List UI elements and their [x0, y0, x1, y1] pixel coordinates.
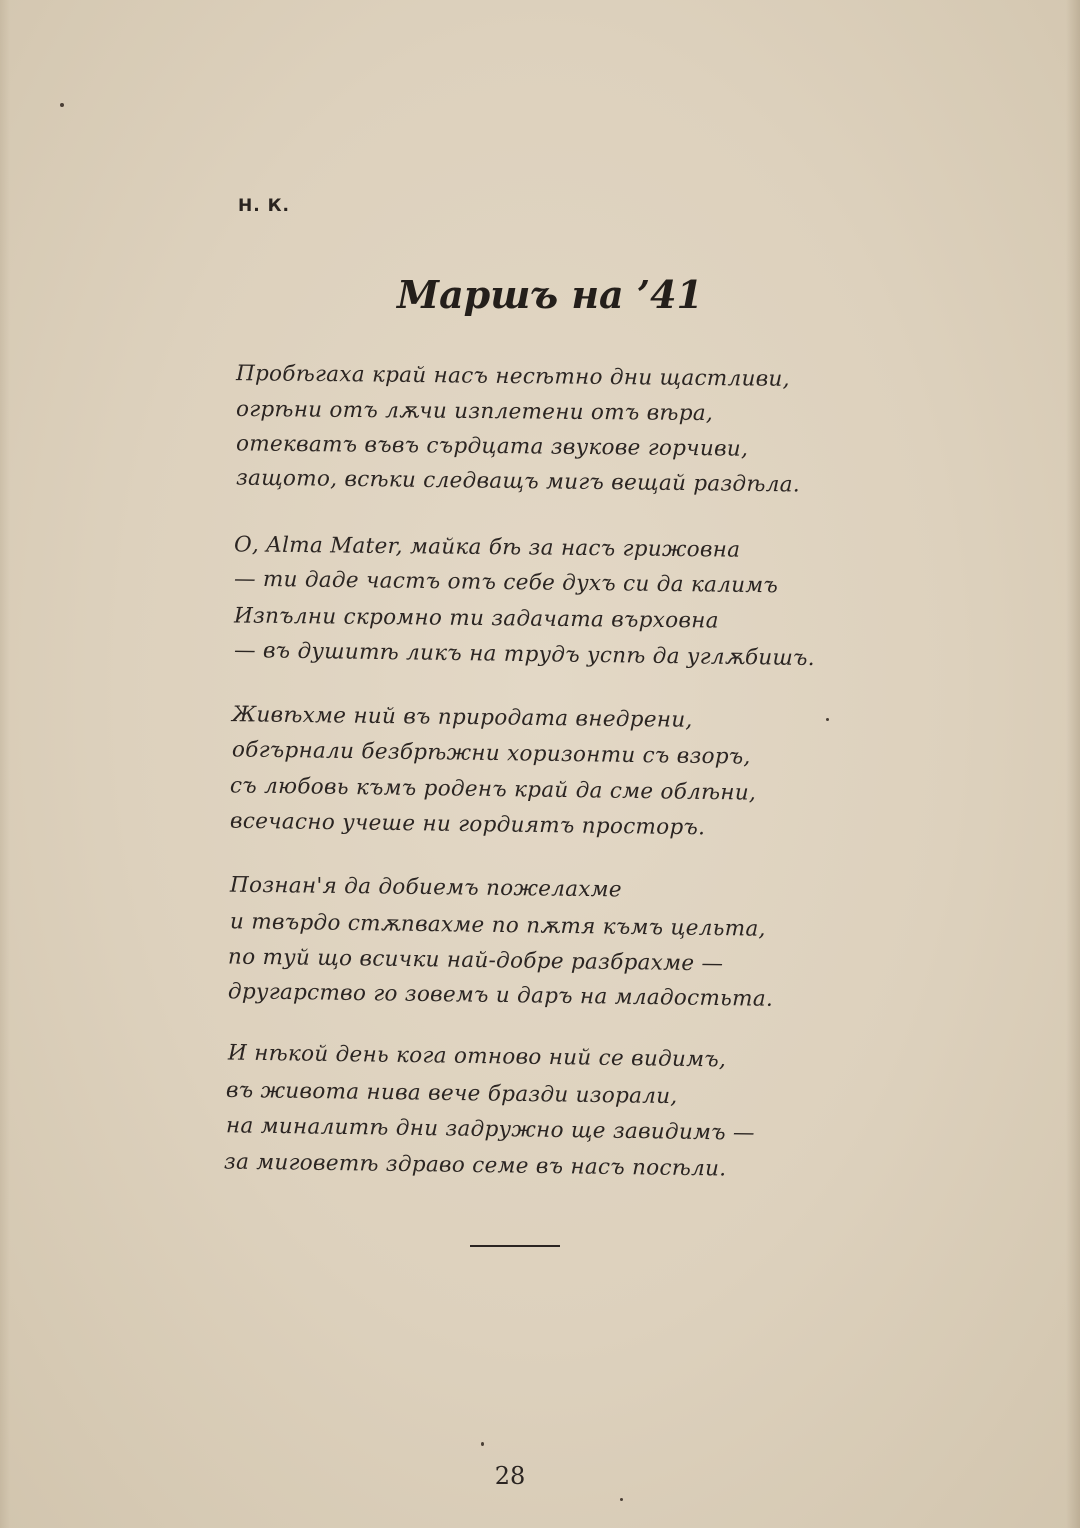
- poem-line: — въ душитѣ ликъ на трудъ успѣ да углѫбишъ.: [233, 637, 816, 672]
- poem-line: обгърнали безбрѣжни хоризонти съ взоръ,: [231, 737, 751, 770]
- poem-line: Познан'я да добиемъ пожелахме: [229, 872, 623, 903]
- poem-line: всечасно учеше ни гордиятъ просторъ.: [229, 808, 706, 841]
- poem-line: защото, всѣки следващъ мигъ вещай раздѣла.: [235, 465, 801, 498]
- page-left-edge: [0, 0, 10, 1528]
- poem-line: по туй що всички най-добре разбрахме —: [227, 944, 724, 977]
- poem-line: отекватъ въвъ сърдцата звукове горчиви,: [235, 431, 749, 462]
- poem-line: съ любовь къмъ роденъ край да сме облѣни,: [229, 773, 757, 806]
- poem-line: огрѣни отъ лѫчи изплетени отъ вѣра,: [235, 396, 714, 427]
- author-initials: Н. К.: [238, 196, 290, 216]
- poem-line: и твърдо стѫпвахме по пѫтя къмъ цельта,: [229, 909, 766, 942]
- page-right-edge: [1066, 0, 1080, 1528]
- paper-speck: [826, 718, 829, 721]
- poem-line: О, Alma Mater, майка бѣ за насъ грижовна: [233, 532, 741, 563]
- poem-line: — ти даде частъ отъ себе духъ си да калимъ: [233, 566, 779, 599]
- poem-line: на миналитѣ дни задружно ще завидимъ —: [225, 1113, 755, 1146]
- poem-line: другарство го зовемъ и даръ на младостьта.: [227, 979, 774, 1012]
- poem-line: И нѣкой день кога отново ний се видимъ,: [227, 1040, 727, 1073]
- paper-speck: [60, 103, 64, 107]
- paper-speck: [620, 1498, 623, 1501]
- poem-line: въ живота нива вече бразди изорали,: [225, 1077, 678, 1110]
- poem-line: за миговетѣ здраво семе въ насъ посѣли.: [223, 1149, 727, 1182]
- poem-line: Пробѣгаха край насъ несѣтно дни щастливи,: [235, 361, 790, 392]
- paper-speck: [481, 1442, 484, 1446]
- poem-title: Маршъ на ’41: [397, 272, 703, 317]
- page-number: 28: [494, 1462, 526, 1490]
- poem-line: Изпълни скромно ти задачата върховна: [233, 603, 719, 634]
- closing-rule: [470, 1245, 560, 1247]
- poem-line: Живѣхме ний въ природата внедрени,: [231, 702, 693, 733]
